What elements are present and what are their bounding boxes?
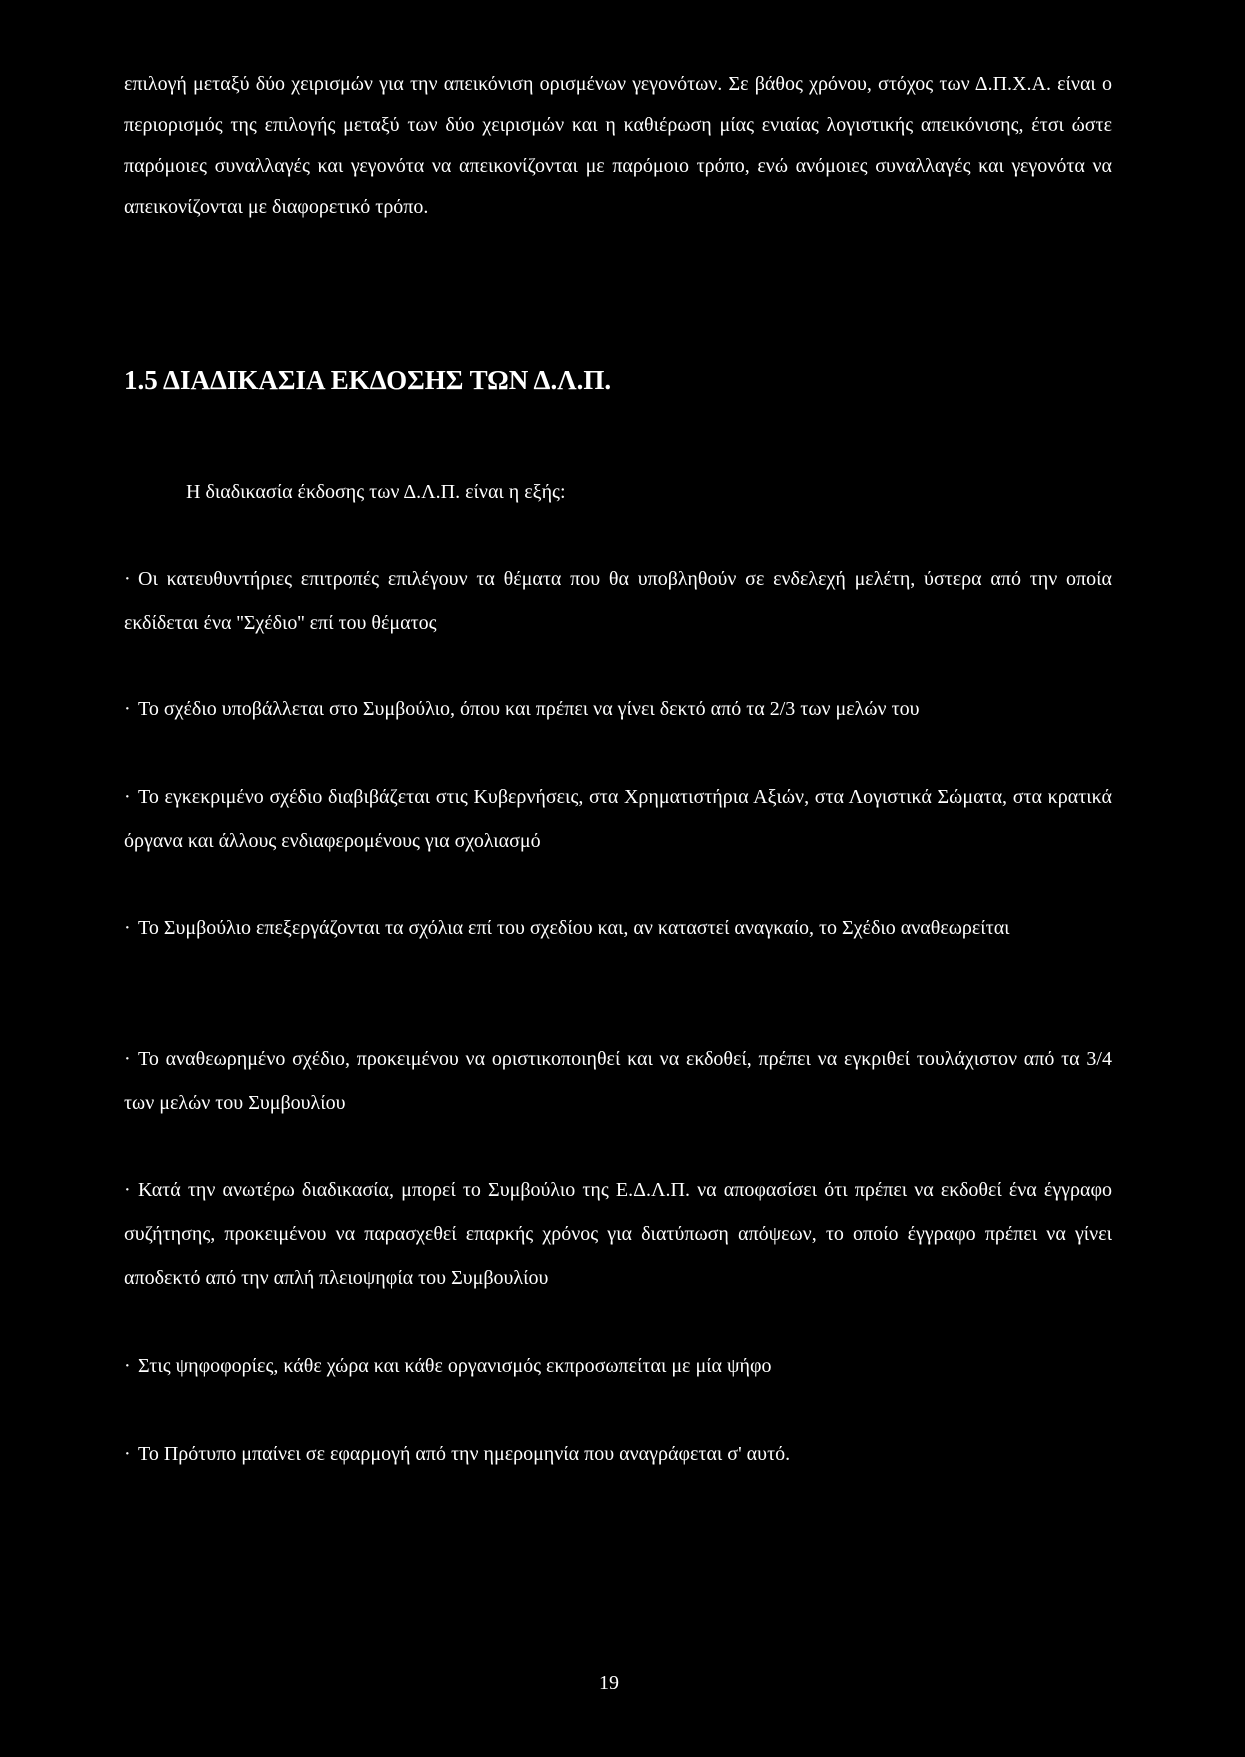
list-item (124, 1432, 1112, 1476)
list-item-text: Το εγκεκριμένο σχέδιο διαβιβάζεται στις Κυβερνήσεις, στα Χρηματιστήρια Αξιών, στα Λογιστικά Σώματα, στα κρατικά όργανα και άλλους ενδιαφερομένους για σχολιασμό (124, 786, 1112, 852)
list-item-text: Το σχέδιο υποβάλλεται στο Συμβούλιο, όπου και πρέπει να γίνει δεκτό από τα 2/3 των μελών του (138, 698, 920, 720)
page-number: 19 (599, 1672, 619, 1694)
list-item-text: Το Πρότυπο μπαίνει σε εφαρμογή από την ημερομηνία που αναγράφεται σ' αυτό. (138, 1443, 791, 1465)
intro-paragraph: επιλογή μεταξύ δύο χειρισμών για την απεικόνιση ορισμένων γεγονότων. Σε βάθος χρόνου, στόχος των Δ.Π.Χ.Α. είναι ο περιορισμός της επιλογής μεταξύ των δύο χειρισμών και η καθιέρωση μίας ενιαίας λογιστικής απεικόνισης, έτσι ώστε παρόμοιες συναλλαγές και γεγονότα να απεικονίζονται με παρόμοιο τρόπο, ενώ ανόμοιες συναλλαγές και γεγονότα να απεικονίζονται με διαφορετικό τρόπο. (124, 73, 1112, 218)
bullet-marker: · (124, 1443, 131, 1465)
bullet-marker: · (124, 1048, 131, 1070)
bullet-marker: · (124, 1355, 131, 1377)
list-item-text: Το Συμβούλιο επεξεργάζονται τα σχόλια επί του σχεδίου και, αν καταστεί αναγκαίο, το Σχέδιο αναθεωρείται (138, 917, 1010, 939)
section-lead: Η διαδικασία έκδοσης των Δ.Λ.Π. είναι η εξής: (186, 481, 566, 503)
list-item-text: Κατά την ανωτέρω διαδικασία, μπορεί το Συμβούλιο της Ε.Δ.Λ.Π. να αποφασίσει ότι πρέπει να εκδοθεί ένα έγγραφο συζήτησης, προκειμένου να παρασχεθεί επαρκής χρόνος για διατύπωση απόψεων, το οποίο έγγραφο πρέπει να γίνει αποδεκτό από την απλή πλειοψηφία του Συμβουλίου (124, 1179, 1112, 1289)
list-item (124, 1344, 1112, 1388)
list-item (124, 775, 1112, 863)
list-item (124, 687, 1112, 731)
bullet-marker: · (124, 698, 131, 720)
list-item-text: Στις ψηφοφορίες, κάθε χώρα και κάθε οργανισμός εκπροσωπείται με μία ψήφο (138, 1355, 772, 1377)
section-heading: 1.5 ΔΙΑΔΙΚΑΣΙΑ ΕΚΔΟΣΗΣ ΤΩΝ Δ.Λ.Π. (124, 365, 612, 395)
bullet-marker: · (124, 1179, 131, 1201)
list-item (124, 1168, 1112, 1300)
list-item (124, 1037, 1112, 1125)
bullet-marker: · (124, 917, 131, 939)
list-item-text: Οι κατευθυντήριες επιτροπές επιλέγουν τα θέματα που θα υποβληθούν σε ενδελεχή μελέτη, ύστερα από την οποία εκδίδεται ένα ''Σχέδιο'' επί του θέματος (124, 568, 1112, 634)
list-item (124, 906, 1112, 950)
list-item-text: Το αναθεωρημένο σχέδιο, προκειμένου να οριστικοποιηθεί και να εκδοθεί, πρέπει να εγκριθεί τουλάχιστον από τα 3/4 των μελών του Συμβουλίου (124, 1048, 1112, 1114)
bullet-marker: · (124, 568, 131, 590)
list-item (124, 557, 1112, 645)
bullet-marker: · (124, 786, 131, 808)
